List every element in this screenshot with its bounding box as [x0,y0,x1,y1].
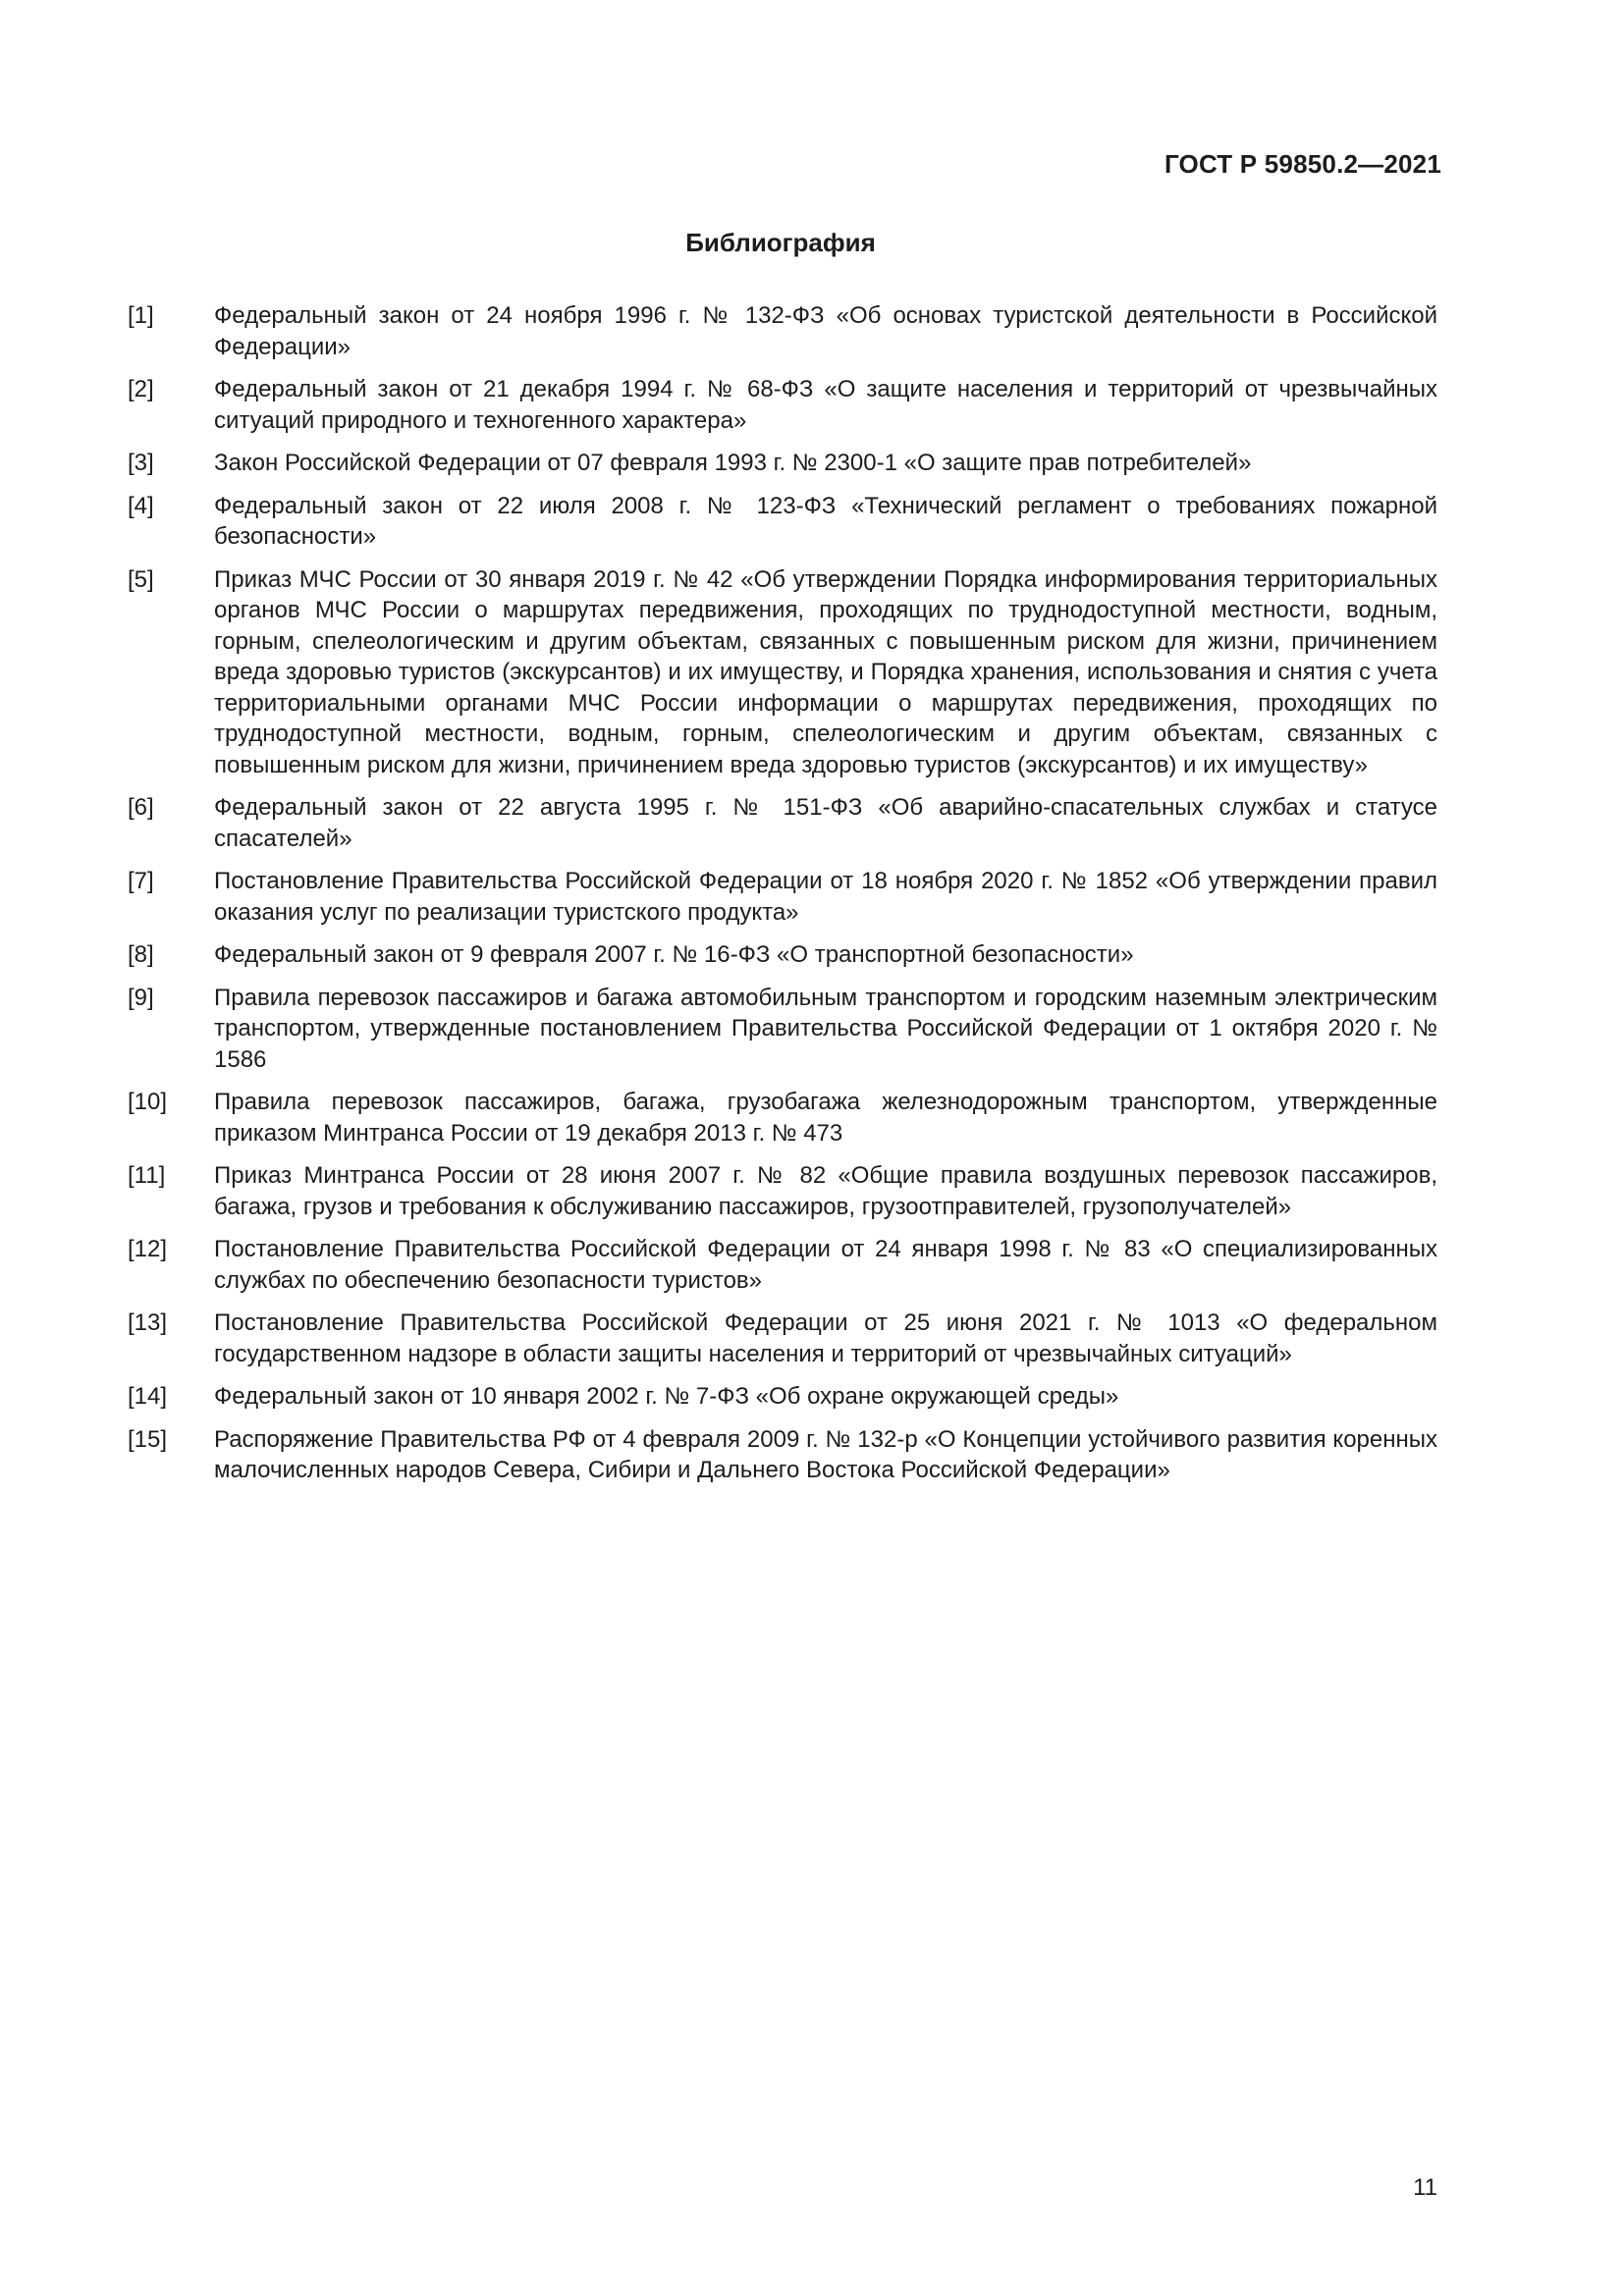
bibliography-item-number: [7] [128,868,154,894]
bibliography-item-text: Постановление Правительства Российской Федерации от 18 ноября 2020 г. № 1852 «Об утверждении правил оказания услуг по реализации туристского продукта» [214,868,1437,926]
bibliography-item [128,866,1437,928]
bibliography-item [128,1308,1437,1369]
bibliography-item-number: [12] [128,1236,168,1262]
bibliography-item [128,300,1437,362]
bibliography-item-number: [14] [128,1383,168,1410]
bibliography-item [128,939,1437,971]
bibliography-item-text: Правила перевозок пассажиров, багажа, грузобагажа железнодорожным транспортом, утвержденные приказом Минтранса России от 19 декабря 2013 г. № 473 [214,1089,1437,1147]
bibliography-item-number: [1] [128,302,154,329]
bibliography-item-text: Постановление Правительства Российской Федерации от 25 июня 2021 г. № 1013 «О федеральном государственном надзоре в области защиты населения и территорий от чрезвычайных ситуаций» [214,1309,1437,1367]
bibliography-item-text: Федеральный закон от 10 января 2002 г. № 7-ФЗ «Об охране окружающей среды» [214,1383,1119,1410]
bibliography-item-number: [15] [128,1425,168,1453]
bibliography-item [128,448,1437,479]
bibliography-list [128,300,1437,1498]
bibliography-item [128,374,1437,436]
bibliography-item [128,491,1437,553]
bibliography-item-number: [10] [128,1089,168,1115]
bibliography-item-number: [3] [128,450,154,476]
bibliography-item-number: [9] [128,984,154,1011]
bibliography-item-number: [4] [128,492,154,519]
bibliography-item [128,1160,1437,1222]
bibliography-item-text: Распоряжение Правительства РФ от 4 февраля 2009 г. № 132-р «О Концепции устойчивого развития коренных малочисленных народов Севера, Сибири и Дальнего Востока Российской Федерации» [214,1425,1437,1483]
bibliography-item-number: [5] [128,565,154,593]
bibliography-item-text: Федеральный закон от 21 декабря 1994 г. № 68-ФЗ «О защите населения и территорий от чрезвычайных ситуаций природного и техногенного характера» [214,376,1437,434]
bibliography-item-number: [8] [128,941,154,968]
bibliography-item-text: Приказ МЧС России от 30 января 2019 г. № 42 «Об утверждении Порядка информирования территориальных органов МЧС России о маршрутах передвижения, проходящих по труднодоступной местности, водным, горным, спелеологическим и другим объектам, связанных с повышенным риском для жизни, причинением вреда здоровью туристов (экскурсантов) и их имуществу, и Порядка хранения, использования и снятия с учета территориальными органами МЧС России информации о маршрутах передвижения, проходящих по труднодоступной местности, водным, горным, спелеологическим и другим объектам, связанных с повышенным риском для жизни, причинением вреда здоровью туристов (экскурсантов) и их имуществу» [214,565,1437,778]
bibliography-item [128,1087,1437,1148]
bibliography-item-text: Федеральный закон от 24 ноября 1996 г. № 132-ФЗ «Об основах туристской деятельности в Российской Федерации» [214,302,1437,360]
bibliography-item-text: Закон Российской Федерации от 07 февраля 1993 г. № 2300-1 «О защите прав потребителей» [214,450,1252,476]
section-title: Библиография [685,228,876,257]
bibliography-item-text: Федеральный закон от 22 июля 2008 г. № 123-ФЗ «Технический регламент о требованиях пожарной безопасности» [214,492,1437,550]
bibliography-item-text: Приказ Минтранса России от 28 июня 2007 г. № 82 «Общие правила воздушных перевозок пассажиров, багажа, грузов и требования к обслуживанию пассажиров, грузоотправителей, грузополучателей» [214,1162,1437,1220]
bibliography-item [128,983,1437,1076]
bibliography-item-text: Постановление Правительства Российской Федерации от 24 января 1998 г. № 83 «О специализированных службах по обеспечению безопасности туристов» [214,1236,1437,1294]
bibliography-item [128,1234,1437,1296]
bibliography-item-number: [11] [128,1162,166,1189]
bibliography-item-text: Федеральный закон от 9 февраля 2007 г. № 16-ФЗ «О транспортной безопасности» [214,941,1134,968]
bibliography-item [128,792,1437,854]
bibliography-item-number: [13] [128,1309,168,1336]
bibliography-item [128,1381,1437,1413]
document-code: ГОСТ Р 59850.2—2021 [1164,149,1441,179]
bibliography-item-text: Правила перевозок пассажиров и багажа автомобильным транспортом и городским наземным электрическим транспортом, утвержденные постановлением Правительства Российской Федерации от 1 октября 2020 г. № 1586 [214,984,1437,1073]
bibliography-item-number: [2] [128,376,154,402]
page-number: 11 [1413,2174,1437,2201]
bibliography-item-number: [6] [128,794,154,821]
bibliography-item [128,564,1437,781]
bibliography-item [128,1424,1437,1486]
bibliography-item-text: Федеральный закон от 22 августа 1995 г. № 151-ФЗ «Об аварийно-спасательных службах и статусе спасателей» [214,794,1437,852]
